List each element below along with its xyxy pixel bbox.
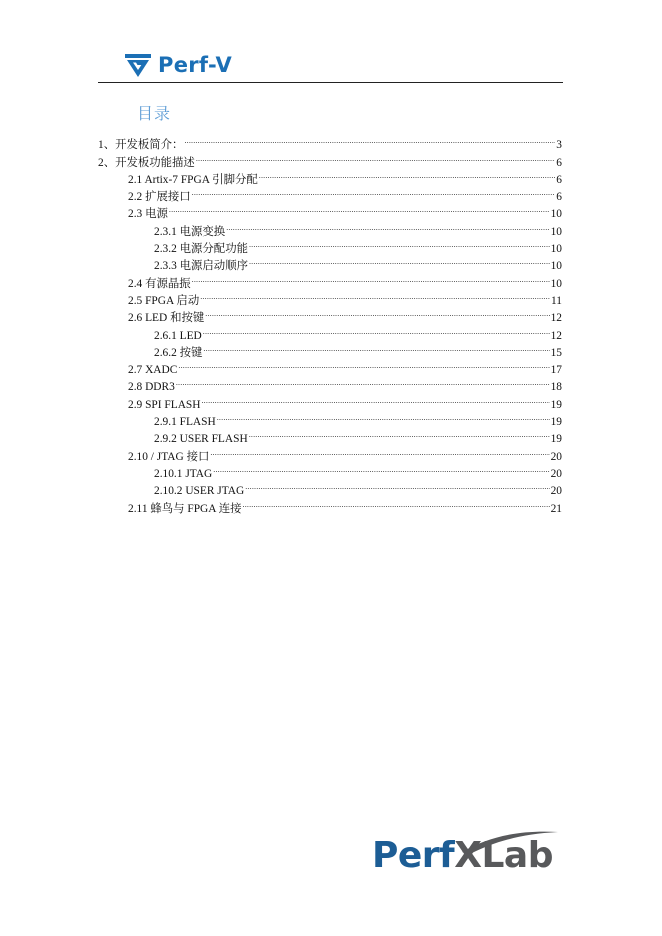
toc-dot-leader	[249, 425, 550, 442]
toc-dot-leader	[203, 339, 549, 356]
toc-entry-page: 11	[551, 294, 562, 307]
toc-dot-leader	[192, 269, 550, 286]
toc-title: 目录	[137, 104, 172, 123]
toc-entry-page: 18	[550, 381, 562, 394]
toc-entry-page: 10	[550, 277, 562, 290]
toc-entry-title: 2.8 DDR3	[128, 381, 175, 394]
toc-entry-title: 2.6 LED 和按键	[128, 312, 205, 325]
toc-dot-leader	[249, 235, 550, 252]
toc-entry-title: 2.9 SPI FLASH	[128, 398, 201, 411]
toc-entry-page: 6	[556, 191, 562, 204]
toc-entry-title: 2.7 XADC	[128, 364, 178, 377]
toc-entry-title: 2.2 扩展接口	[128, 191, 191, 204]
toc-dot-leader	[201, 390, 549, 407]
toc-entry-title: 2.10.1 JTAG	[154, 467, 213, 480]
toc-entry-title: 2、开发板功能描述	[98, 156, 195, 169]
toc-entry-page: 12	[550, 329, 562, 342]
toc-dot-leader	[249, 252, 550, 269]
footer-logo-part-a: Perf	[372, 835, 455, 876]
toc-dot-leader	[243, 494, 550, 511]
toc-dot-leader	[178, 356, 549, 373]
toc-entry-page: 21	[550, 502, 562, 515]
toc-entry-title: 2.4 有源晶振	[128, 277, 191, 290]
toc-entry-page: 6	[556, 156, 562, 169]
toc-entry-page: 19	[550, 416, 562, 429]
toc-entry[interactable]	[98, 131, 562, 152]
toc-entry-title: 2.5 FPGA 启动	[128, 294, 200, 307]
toc-entry-page: 10	[550, 225, 562, 238]
toc-entry-title: 2.6.2 按键	[154, 346, 203, 359]
toc-entry-title: 2.1 Artix-7 FPGA 引脚分配	[128, 173, 258, 186]
toc-entry-page: 20	[550, 467, 562, 480]
perf-v-shield-icon	[124, 52, 152, 78]
toc-entry-page: 17	[550, 364, 562, 377]
toc-entry-page: 3	[556, 139, 562, 152]
toc-entry-title: 2.9.2 USER FLASH	[154, 433, 248, 446]
toc-dot-leader	[217, 408, 550, 425]
toc-dot-leader	[210, 442, 549, 459]
footer-logo	[372, 828, 562, 880]
footer-logo-part-b: XLab	[454, 835, 553, 876]
toc-entry-title: 1、开发板简介：	[98, 139, 184, 152]
header-logo-text: Perf-V	[158, 53, 232, 77]
toc-dot-leader	[259, 166, 556, 183]
toc-entry-title: 2.3.1 电源变换	[154, 225, 226, 238]
toc-entry-page: 10	[550, 260, 562, 273]
toc-entry-title: 2.11 蜂鸟与 FPGA 连接	[128, 502, 242, 515]
toc-entry-title: 2.10.2 USER JTAG	[154, 485, 245, 498]
toc-dot-leader	[213, 460, 549, 477]
toc-dot-leader	[176, 373, 550, 390]
toc-entry-page: 10	[550, 208, 562, 221]
toc-entry-title: 2.3.2 电源分配功能	[154, 243, 248, 256]
toc-dot-leader	[200, 287, 550, 304]
toc-dot-leader	[245, 477, 549, 494]
perfxlab-swoosh-icon	[460, 828, 560, 859]
toc-dot-leader	[226, 217, 549, 234]
toc-entry-page: 20	[550, 450, 562, 463]
toc-entry-title: 2.9.1 FLASH	[154, 416, 216, 429]
toc-dot-leader	[184, 131, 555, 148]
toc-entry-page: 12	[550, 312, 562, 325]
toc-dot-leader	[203, 321, 550, 338]
toc-entry-page: 19	[550, 433, 562, 446]
toc-entry-title: 2.3 电源	[128, 208, 168, 221]
toc-dot-leader	[192, 183, 556, 200]
toc-entry-page: 15	[550, 346, 562, 359]
table-of-contents	[98, 131, 562, 515]
toc-entry-page: 10	[550, 243, 562, 256]
toc-entry-page: 19	[550, 398, 562, 411]
toc-entry-page: 20	[550, 485, 562, 498]
header-logo	[124, 50, 232, 80]
toc-entry-page: 6	[556, 173, 562, 186]
header-divider	[98, 82, 563, 83]
toc-dot-leader	[169, 200, 550, 217]
toc-entry-title: 2.10 / JTAG 接口	[128, 450, 210, 463]
toc-dot-leader	[205, 304, 549, 321]
toc-dot-leader	[196, 148, 555, 165]
toc-entry-title: 2.3.3 电源启动顺序	[154, 260, 248, 273]
toc-entry-title: 2.6.1 LED	[154, 329, 202, 342]
